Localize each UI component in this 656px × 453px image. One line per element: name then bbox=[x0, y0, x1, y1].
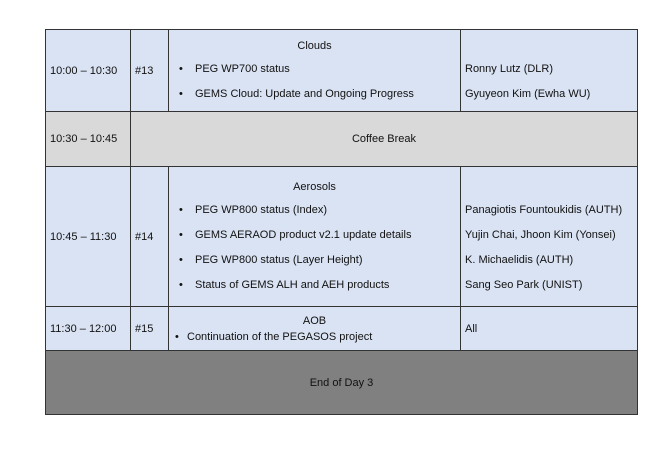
bullet-icon: • bbox=[179, 87, 183, 100]
list-item bbox=[173, 223, 456, 248]
session-heading: AOB bbox=[302, 314, 327, 327]
bullet-icon: • bbox=[175, 330, 179, 343]
list-item bbox=[173, 57, 456, 82]
coffee-break-label: Coffee Break bbox=[131, 112, 638, 167]
topic-cell bbox=[169, 167, 461, 307]
speaker-name: Yujin Chai, Jhoon Kim (Yonsei) bbox=[465, 228, 616, 241]
speaker-name: K. Michaelidis (AUTH) bbox=[465, 253, 574, 266]
table-row-aerosols bbox=[46, 167, 638, 307]
session-number: #15 bbox=[131, 307, 169, 351]
speaker-name: Sang Seo Park (UNIST) bbox=[465, 278, 583, 291]
item-title: PEG WP700 status bbox=[195, 62, 290, 75]
speaker-name: Ronny Lutz (DLR) bbox=[465, 62, 554, 75]
table-row-aob bbox=[46, 307, 638, 351]
topic-cell bbox=[169, 30, 461, 112]
time-cell: 10:00 – 10:30 bbox=[46, 30, 131, 112]
speakers-cell bbox=[461, 167, 638, 307]
session-heading: Aerosols bbox=[293, 180, 336, 193]
item-title: PEG WP800 status (Layer Height) bbox=[195, 253, 363, 266]
speakers-cell bbox=[461, 30, 638, 112]
table-row-coffee-break bbox=[46, 112, 638, 167]
list-item bbox=[173, 198, 456, 223]
session-number: #13 bbox=[131, 30, 169, 112]
bullet-icon: • bbox=[179, 228, 183, 241]
topic-cell bbox=[169, 307, 461, 351]
session-number: #14 bbox=[131, 167, 169, 307]
bullet-icon: • bbox=[179, 62, 183, 75]
list-item bbox=[173, 82, 456, 107]
item-title: GEMS AERAOD product v2.1 update details bbox=[195, 228, 412, 241]
list-item bbox=[173, 329, 456, 345]
table-row-clouds bbox=[46, 30, 638, 112]
item-title: PEG WP800 status (Index) bbox=[195, 203, 328, 216]
list-item bbox=[173, 273, 456, 298]
speakers-cell bbox=[461, 307, 638, 351]
bullet-icon: • bbox=[179, 203, 183, 216]
table-row-end-of-day bbox=[46, 351, 638, 415]
time-cell: 11:30 – 12:00 bbox=[46, 307, 131, 351]
bullet-icon: • bbox=[179, 278, 183, 291]
item-title: Continuation of the PEGASOS project bbox=[187, 330, 373, 343]
item-title: Status of GEMS ALH and AEH products bbox=[195, 278, 390, 291]
session-heading: Clouds bbox=[297, 39, 332, 52]
item-title: GEMS Cloud: Update and Ongoing Progress bbox=[195, 87, 414, 100]
end-of-day-label: End of Day 3 bbox=[46, 351, 638, 415]
list-item bbox=[173, 248, 456, 273]
time-cell: 10:30 – 10:45 bbox=[46, 112, 131, 167]
speaker-name: Gyuyeon Kim (Ewha WU) bbox=[465, 87, 591, 100]
speaker-name: All bbox=[465, 322, 478, 335]
agenda-table bbox=[45, 29, 638, 415]
bullet-icon: • bbox=[179, 253, 183, 266]
time-cell: 10:45 – 11:30 bbox=[46, 167, 131, 307]
speaker-name: Panagiotis Fountoukidis (AUTH) bbox=[465, 203, 623, 216]
